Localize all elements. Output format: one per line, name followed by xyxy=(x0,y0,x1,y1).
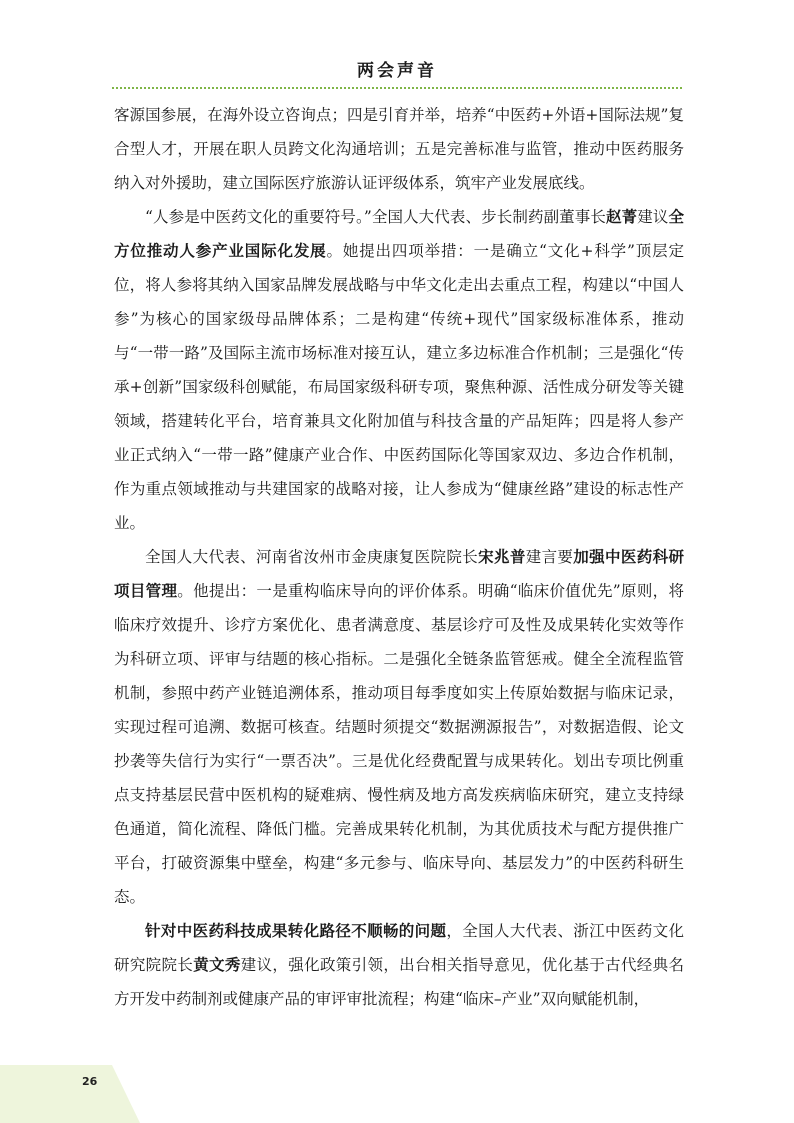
paragraph: 客源国参展，在海外设立咨询点；四是引育并举，培养“中医药+外语+国际法规”复合型人才，开展在职人员跨文化沟通培训；五是完善标准与监管，推动中医药服务纳入对外援助，建立国际医疗旅游认证评级体系，筑牢产业发展底线。 xyxy=(114,106,684,192)
header-divider xyxy=(112,87,682,89)
footer-corner-shape xyxy=(0,1065,140,1123)
proposal-title: 加强中医药科研项目管理 xyxy=(114,547,684,600)
paragraph: 全国人大代表、河南省汝州市金庚康复医院院长宋兆普建言要加强中医药科研项目管理。他提出：一是重构临床导向的评价体系。明确“临床价值优先”原则，将临床疗效提升、诊疗方案优化、患者满意度、基层诊疗可及性及成果转化实效等作为科研立项、评审与结题的核心指标。二是强化全链条监管惩戒。健全全流程监管机制，参照中药产业链追溯体系，推动项目每季度如实上传原始数据与临床记录，实现过程可追溯、数据可核查。结题时须提交“数据溯源报告”，对数据造假、论文抄袭等失信行为实行“一票否决”。三是优化经费配置与成果转化。划出专项比例重点支持基层民营中医机构的疑难病、慢性病及地方高发疾病临床研究，建立支持绿色通道，简化流程、降低门槛。完善成果转化机制，为其优质技术与配方提供推广平台，打破资源集中壁垒，构建“多元参与、临床导向、基层发力”的中医药科研生态。 xyxy=(114,547,684,906)
paragraph: 针对中医药科技成果转化路径不顺畅的问题，全国人大代表、浙江中医药文化研究院院长黄文秀建议，强化政策引领，出台相关指导意见，优化基于古代经典名方开发中药制剂或健康产品的审评审批流程；构建“临床–产业”双向赋能机制， xyxy=(114,921,684,1008)
paragraph: “人参是中医药文化的重要符号。”全国人大代表、步长制药副董事长赵菁建议全方位推动人参产业国际化发展。她提出四项举措：一是确立“文化+科学”顶层定位，将人参将其纳入国家品牌发展战略与中华文化走出去重点工程，构建以“中国人参”为核心的国家级母品牌体系；二是构建“传统+现代”国家级标准体系，推动与“一带一路”及国际主流市场标准对接互认，建立多边标准合作机制；三是强化“传承+创新”国家级科创赋能，布局国家级科研专项，聚焦种源、活性成分研发等关键领域，搭建转化平台，培育兼具文化附加值与科技含量的产品矩阵；四是将人参产业正式纳入“一带一路”健康产业合作、中医药国际化等国家双边、多边合作机制，作为重点领域推动与共建国家的战略对接，让人参成为“健康丝路”建设的标志性产业。 xyxy=(114,207,684,532)
proposal-title: 针对中医药科技成果转化路径不顺畅的问题 xyxy=(145,921,447,940)
page-number: 26 xyxy=(82,1075,98,1088)
proposal-title: 全方位推动人参产业国际化发展 xyxy=(114,207,684,260)
person-name: 赵菁 xyxy=(606,207,638,226)
article-body xyxy=(114,98,684,1016)
person-name: 宋兆普 xyxy=(478,547,526,566)
page-header-title: 两会声音 xyxy=(357,61,437,81)
person-name: 黄文秀 xyxy=(193,955,241,974)
